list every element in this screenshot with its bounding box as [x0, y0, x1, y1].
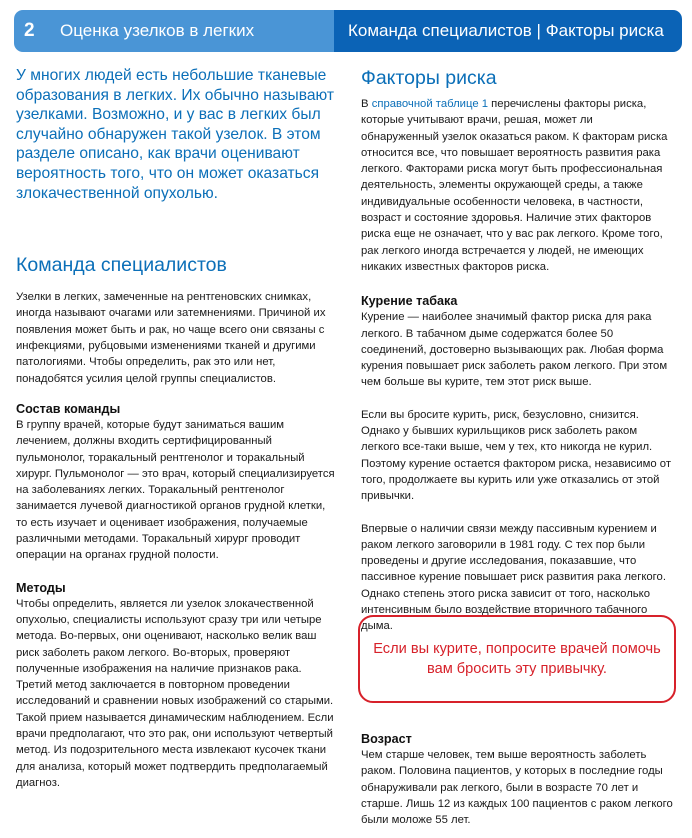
risk-text-prefix: В: [361, 98, 372, 110]
risk-heading: Факторы риска: [361, 67, 497, 89]
age-heading: Возраст: [361, 732, 412, 746]
reference-table-link[interactable]: справочной таблице 1: [371, 98, 489, 110]
topic-title: Команда специалистов | Факторы риска: [348, 21, 664, 40]
smoking-text-1: Курение — наиболее значимый фактор риска для рака легкого. В табачном дыме содержатся более 50 соединений, достоверно вызывающих рак. Любая форма курения повышает риск заболеть раком легкого. При этом чем больше вы курите, тем этот риск выше.: [361, 311, 668, 389]
composition-text: В группу врачей, которые будут заниматься вашим лечением, должны входить сертифицированный пульмонолог, торакальный рентгенолог и торакальный хирург. Пульмонолог — это врач, который специализируется на заболеваниях легких. Торакальный рентгенолог занимается лучевой диагностикой органов грудной клетки, то есть изучает и оценивает изображения, получаемые различными методами. Торакальный хирург проводит операции на органах грудной полости.: [16, 418, 335, 562]
age-section: [361, 731, 673, 828]
callout-text: Если вы курите, попросите врачей помочь вам бросить эту привычку.: [373, 641, 661, 677]
topic-header: [334, 10, 682, 52]
risk-text: [361, 96, 673, 275]
methods-heading: Методы: [16, 580, 66, 595]
section-title: Оценка узелков в легких: [60, 21, 255, 40]
intro-text: У многих людей есть небольшие тканевые образования в легких. Их обычно называют узелками. Возможно, и у вас в легких был случайно обнаружен такой узелок. В этом разделе описано, как врачи оценивают вероятность того, что он может оказаться злокачественной опухолью.: [16, 67, 335, 202]
composition-heading: Состав команды: [16, 401, 121, 416]
right-column: [361, 66, 673, 635]
page-header: [14, 10, 682, 52]
team-heading: Команда специалистов: [16, 254, 227, 277]
smoking-text-2: Если вы бросите курить, риск, безусловно, снизится. Однако у бывших курильщиков риск заболеть раком легкого все-таки выше, чем у тех, кто никогда не курил. Поэтому курение остается фактором риска, независимо от того, продолжаете вы курить или уже отказались от этой привычки.: [361, 408, 672, 503]
section-header: [14, 10, 334, 52]
smoking-text-3: Впервые о наличии связи между пассивным курением и раком легкого заговорили в 1981 году. С тех пор были проведены и другие исследования, показавшие, что пассивное курение повышает риск развития рака легкого. Однако степень этого риска зависит от того, насколько интенсивным было воздействие вторичного табачного дыма.: [361, 522, 666, 633]
smoking-heading: Курение табака: [361, 294, 458, 309]
team-text: Узелки в легких, замеченные на рентгеновских снимках, иногда называют очагами или затемнениями. Причиной их появления может быть и рак, но чаще всего они связаны с инфекциями, рубцовыми изменениями тканей и другими патологиями. Чтобы определить, рак это или нет, понадобятся усилия целой группы специалистов.: [16, 291, 326, 385]
age-text: Чем старше человек, тем выше вероятность заболеть раком. Половина пациентов, у которых в последние годы обнаруживали рак легкого, были в возрасте 70 лет и старше. Лишь 12 из каждых 100 пациентов с раком легкого были моложе 55 лет.: [361, 749, 673, 827]
callout-box: [358, 615, 676, 703]
methods-text: Чтобы определить, является ли узелок злокачественной опухолью, специалисты используют сразу три или четыре метода. Во-первых, они оценивают, насколько велик ваш риск заболеть раком легкого. Во-вторых, проверяют полученные изображения на наличие признаков рака. Третий метод заключается в повторном проведении исследований и сравнении новых изображений со старыми. Такой прием называется динамическим наблюдением. Если врачи предполагают, что это рак, они используют четвертый метод. Из подозрительного места извлекают кусочек ткани для анализа, который может подтвердить предполагаемый диагноз.: [16, 597, 334, 789]
risk-text-body: перечислены факторы риска, которые учитывают врачи, решая, может ли обнаруженный узелок оказаться раком. К факторам риска относится все, что повышает вероятность развития рака легкого. Факторами риска могут быть профессиональная деятельность, элементы окружающей среды, а также индивидуальные особенности человека, в частности, возраст и состояние здоровья. Наличие этих факторов риска еще не означает, что у вас рак легкого. Кроме того, рак легкого иногда встречается у людей, не имеющих никаких известных факторов риска.: [361, 98, 668, 273]
left-column: [16, 66, 338, 791]
section-number: 2: [24, 20, 35, 41]
